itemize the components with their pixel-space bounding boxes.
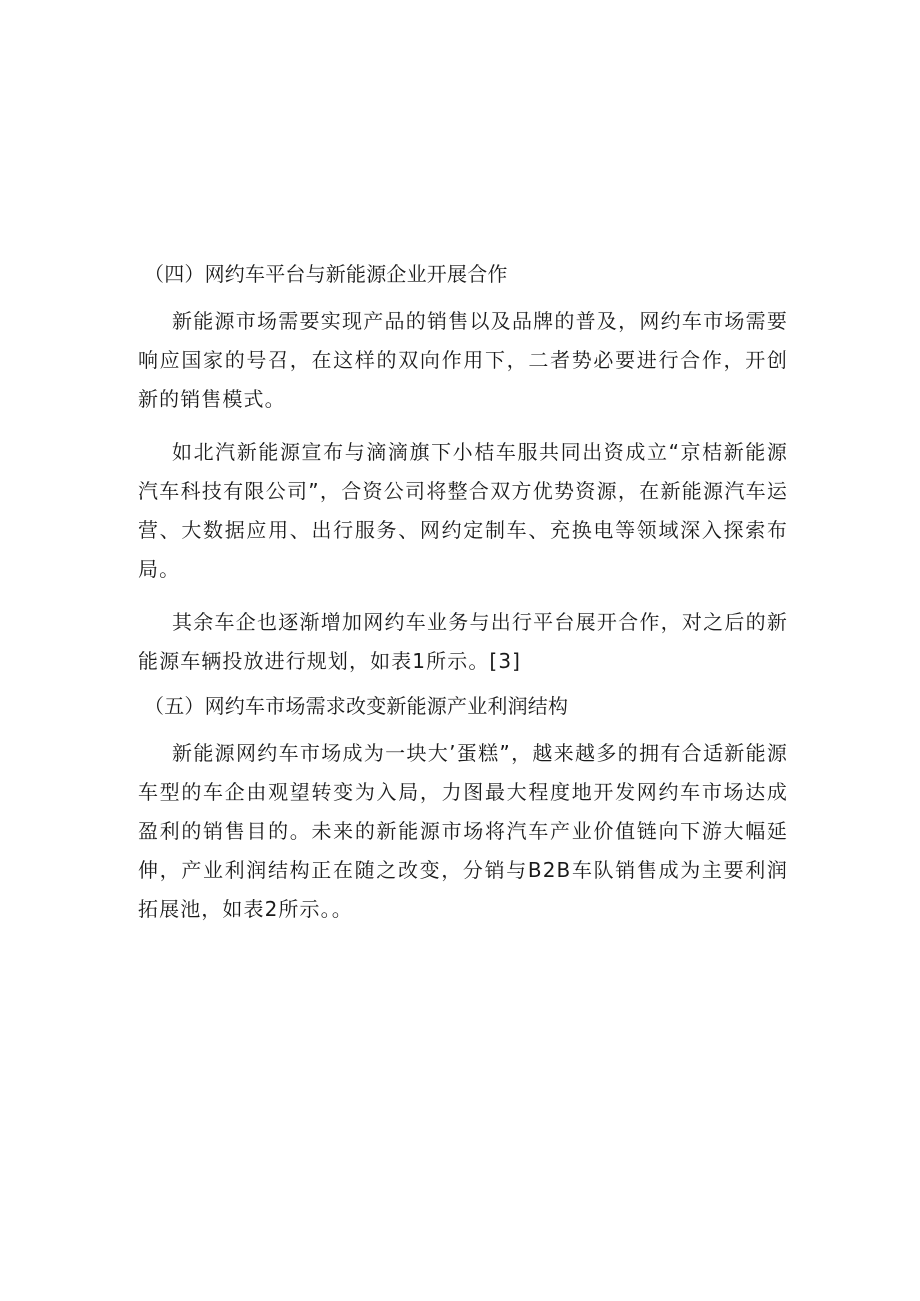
document-body: [138, 255, 788, 929]
section-heading-4: （四）网约车平台与新能源企业开展合作: [144, 262, 508, 286]
paragraph-4-3: 其余车企也逐渐增加网约车业务与出行平台展开合作，对之后的新能源车辆投放进行规划，如表1所示。[3]: [138, 610, 788, 673]
paragraph-4-1: 新能源市场需要实现产品的销售以及品牌的普及，网约车市场需要响应国家的号召，在这样的双向作用下，二者势必要进行合作，开创新的销售模式。: [138, 309, 788, 411]
paragraph-5-1: 新能源网约车市场成为一块大’蛋糕”，越来越多的拥有合适新能源车型的车企由观望转变为入局，力图最大程度地开发网约车市场达成盈利的销售目的。未来的新能源市场将汽车产业价值链向下游大幅延伸，产业利润结构正在随之改变，分销与B2B车队销售成为主要利润拓展池，如表2所示。。: [138, 741, 788, 921]
paragraph-4-2: 如北汽新能源宣布与滴滴旗下小桔车服共同出资成立“京桔新能源汽车科技有限公司”，合资公司将整合双方优势资源，在新能源汽车运营、大数据应用、出行服务、网约定制车、充换电等领域深入探索布局。: [138, 440, 788, 581]
section-heading-5: （五）网约车市场需求改变新能源产业利润结构: [144, 694, 569, 718]
